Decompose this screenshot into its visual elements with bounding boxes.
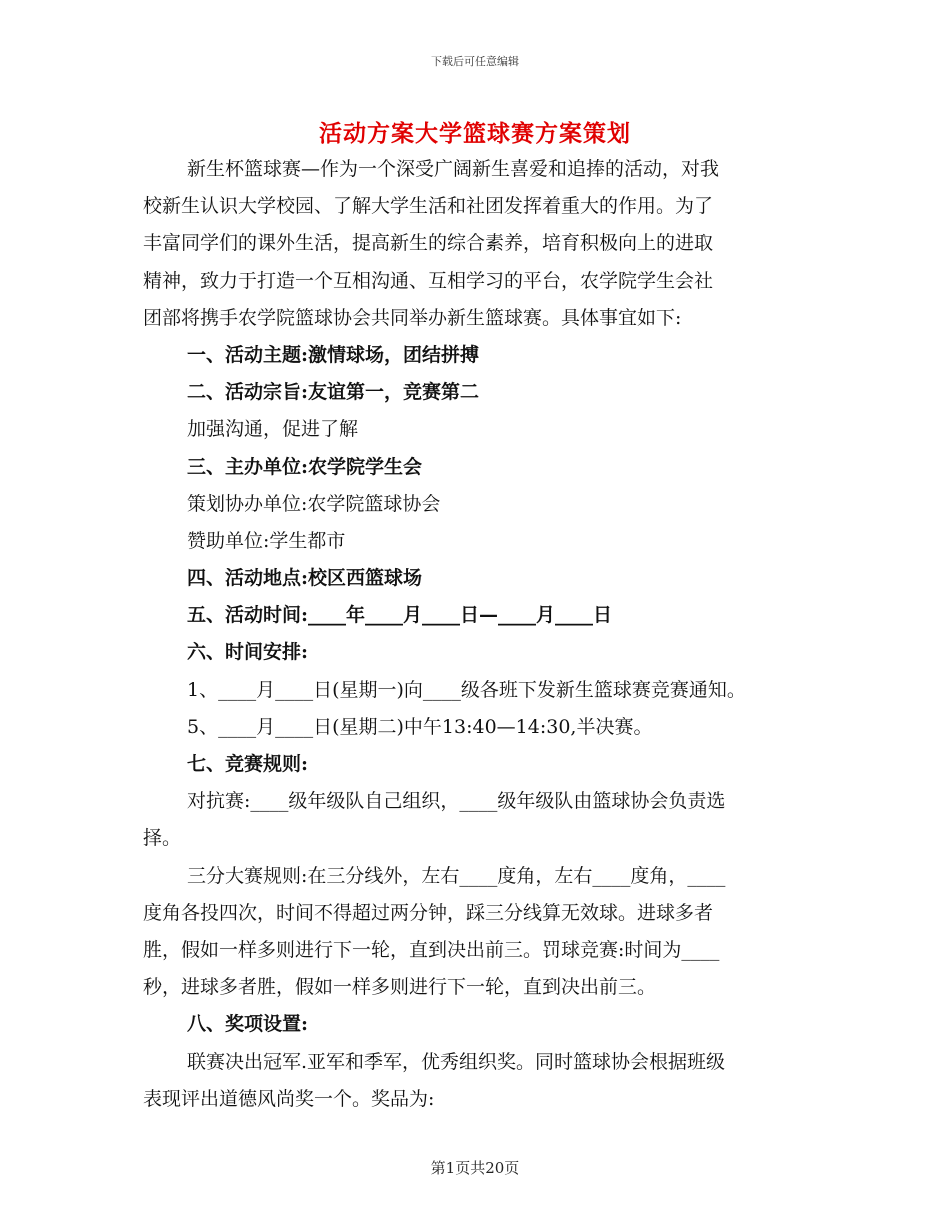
document-body <box>143 151 808 1118</box>
document-title: 活动方案大学篮球赛方案策划 <box>319 120 631 147</box>
paragraph-line: 加强沟通，促进了解 <box>187 418 359 441</box>
paragraph-line: 团部将携手农学院篮球协会共同举办新生篮球赛。具体事宜如下: <box>143 306 682 329</box>
section-heading: 七、竞赛规则: <box>187 753 309 775</box>
section-heading: 一、活动主题:激情球场，团结拼搏 <box>187 343 480 366</box>
paragraph-line: 胜，假如一样多则进行下一轮，直到决出前三。罚球竞赛:时间为____ <box>143 938 720 961</box>
paragraph-line: 5、____月____日(星期二)中午13:40—14:30,半决赛。 <box>187 715 653 738</box>
paragraph-line: 三分大赛规则:在三分线外，左右____度角，左右____度角，____ <box>187 864 726 887</box>
paragraph-line: 1、____月____日(星期一)向____级各班下发新生篮球赛竞赛通知。 <box>187 678 746 701</box>
page-footer: 第1页共20页 <box>430 1159 520 1177</box>
paragraph-line: 度角各投四次，时间不得超过两分钟，踩三分线算无效球。进球多者 <box>143 901 714 924</box>
paragraph-line: 赞助单位:学生都市 <box>187 529 346 552</box>
section-heading: 五、活动时间:____年____月____日—____月____日 <box>187 604 613 627</box>
paragraph-line: 校新生认识大学校园、了解大学生活和社团发挥着重大的作用。为了 <box>143 195 714 218</box>
paragraph-line: 表现评出道德风尚奖一个。奖品为: <box>143 1087 435 1110</box>
paragraph-line: 丰富同学们的课外生活，提高新生的综合素养，培育积极向上的进取 <box>143 232 714 255</box>
paragraph-line: 秒，进球多者胜，假如一样多则进行下一轮，直到决出前三。 <box>143 976 657 999</box>
section-heading: 六、时间安排: <box>187 641 309 664</box>
paragraph-line: 新生杯篮球赛—作为一个深受广阔新生喜爱和追捧的活动，对我 <box>187 158 720 180</box>
paragraph-line: 对抗赛:____级年级队自己组织，____级年级队由篮球协会负责选 <box>187 790 726 813</box>
section-heading: 四、活动地点:校区西篮球场 <box>187 567 423 590</box>
section-heading: 三、主办单位:农学院学生会 <box>187 455 423 478</box>
paragraph-line: 联赛决出冠军.亚军和季军，优秀组织奖。同时篮球协会根据班级 <box>187 1050 726 1073</box>
paragraph-line: 精神，致力于打造一个互相沟通、互相学习的平台，农学院学生会社 <box>143 269 714 292</box>
paragraph-line: 择。 <box>143 827 182 850</box>
paragraph-line: 策划协办单位:农学院篮球协会 <box>187 492 441 515</box>
page-header-note: 下载后可任意编辑 <box>431 55 519 68</box>
section-heading: 二、活动宗旨:友谊第一，竞赛第二 <box>187 381 480 404</box>
section-heading: 八、奖项设置: <box>187 1013 309 1036</box>
